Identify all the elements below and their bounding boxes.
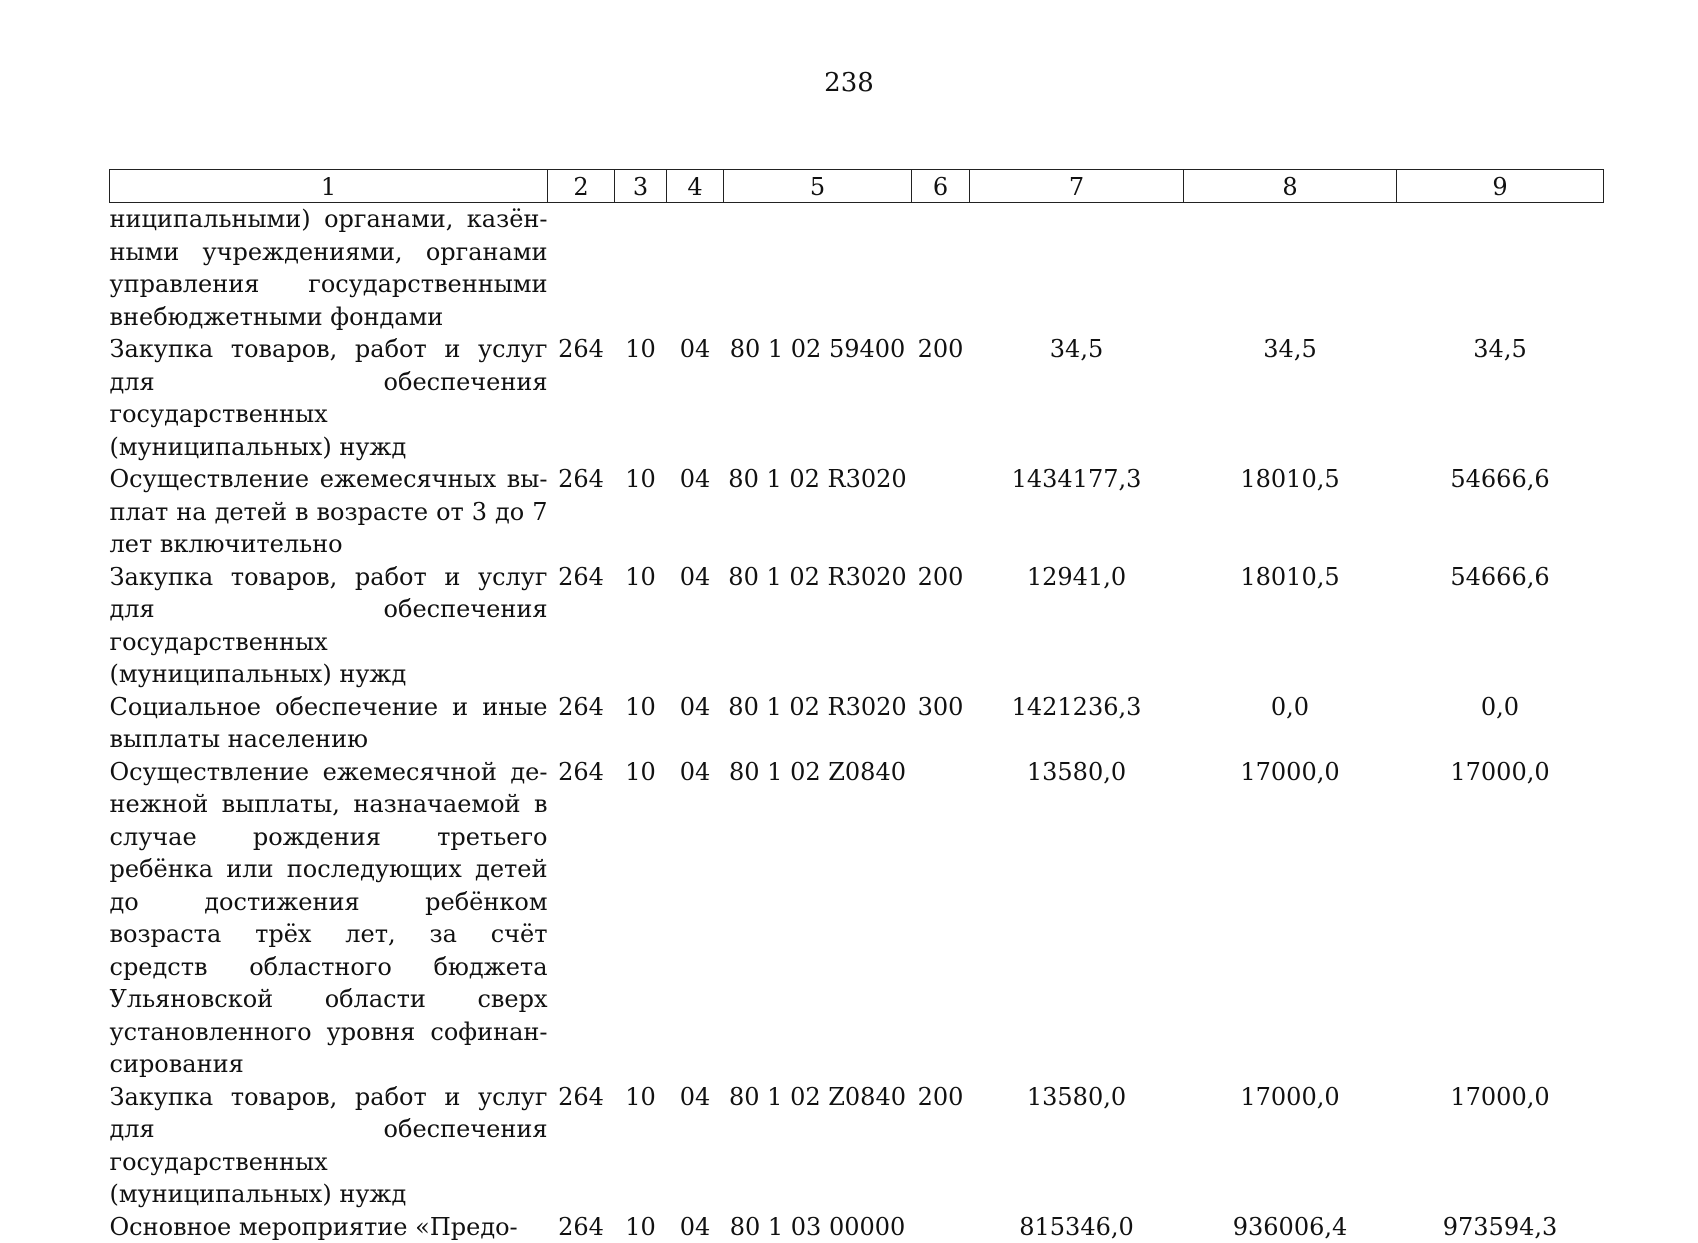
cell-col-6: 200 [912,1081,970,1211]
cell-col-6: 200 [912,333,970,463]
cell-col-5: 80 1 02 Z0840 [724,1081,912,1211]
cell-col-8 [1184,203,1397,334]
row-name: Закупка товаров, работ и услуг для обеспечения государственных (муниципальных) нужд [110,561,548,691]
cell-col-2: 264 [548,463,615,561]
cell-col-9: 973594,3 [1397,1211,1604,1243]
row-name: ниципальными) органами, казёнными учреждениями, органами управления государственными внебюджетными фондами [110,203,548,334]
cell-col-7: 1421236,3 [970,691,1184,756]
page-number: 238 [0,68,1698,98]
table-row [110,561,1604,691]
cell-col-2 [548,203,615,334]
row-name: Закупка товаров, работ и услуг для обеспечения государственных (муниципальных) нужд [110,1081,548,1211]
cell-col-3: 10 [615,1081,667,1211]
cell-col-3: 10 [615,333,667,463]
cell-col-8: 17000,0 [1184,1081,1397,1211]
cell-col-7: 34,5 [970,333,1184,463]
column-header-9: 9 [1397,170,1604,203]
cell-col-3: 10 [615,561,667,691]
cell-col-4: 04 [667,756,724,1081]
cell-col-9: 54666,6 [1397,463,1604,561]
column-header-7: 7 [970,170,1184,203]
row-name: Основное мероприятие «Предо- [110,1211,548,1243]
cell-col-4 [667,203,724,334]
budget-table [109,169,1604,1243]
cell-col-7 [970,203,1184,334]
cell-col-9: 54666,6 [1397,561,1604,691]
cell-col-8: 18010,5 [1184,463,1397,561]
cell-col-8: 34,5 [1184,333,1397,463]
table-body [110,203,1604,1243]
cell-col-2: 264 [548,561,615,691]
cell-col-8: 17000,0 [1184,756,1397,1081]
cell-col-4: 04 [667,1081,724,1211]
table-row [110,203,1604,334]
cell-col-3: 10 [615,463,667,561]
table-row [110,691,1604,756]
cell-col-4: 04 [667,463,724,561]
cell-col-2: 264 [548,691,615,756]
row-name: Осуществление ежемесячных выплат на детей в возрасте от 3 до 7 лет включительно [110,463,548,561]
cell-col-9: 0,0 [1397,691,1604,756]
cell-col-4: 04 [667,333,724,463]
cell-col-9: 17000,0 [1397,1081,1604,1211]
row-name: Закупка товаров, работ и услуг для обеспечения государственных (муниципальных) нужд [110,333,548,463]
cell-col-3: 10 [615,1211,667,1243]
table-row [110,1211,1604,1243]
cell-col-5: 80 1 02 Z0840 [724,756,912,1081]
row-name: Осуществление ежемесячной денежной выплаты, назначаемой в случае рождения третьего ребёнка или последующих детей до достижения ребёнком возраста трёх лет, за счёт средств областного бюджета Ульяновской области сверх установленного уровня софинансирования [110,756,548,1081]
cell-col-2: 264 [548,1211,615,1243]
cell-col-7: 13580,0 [970,1081,1184,1211]
cell-col-5: 80 1 02 59400 [724,333,912,463]
cell-col-3: 10 [615,691,667,756]
table-row [110,333,1604,463]
row-name: Социальное обеспечение и иные выплаты населению [110,691,548,756]
cell-col-3: 10 [615,756,667,1081]
table-row [110,756,1604,1081]
cell-col-6 [912,1211,970,1243]
cell-col-9: 34,5 [1397,333,1604,463]
cell-col-6: 200 [912,561,970,691]
cell-col-2: 264 [548,333,615,463]
cell-col-7: 12941,0 [970,561,1184,691]
column-header-6: 6 [912,170,970,203]
cell-col-6: 300 [912,691,970,756]
cell-col-9 [1397,203,1604,334]
column-header-2: 2 [548,170,615,203]
table-header-row [110,170,1604,203]
cell-col-5: 80 1 02 R3020 [724,463,912,561]
table-row [110,1081,1604,1211]
cell-col-5: 80 1 03 00000 [724,1211,912,1243]
column-header-3: 3 [615,170,667,203]
column-header-8: 8 [1184,170,1397,203]
cell-col-8: 18010,5 [1184,561,1397,691]
cell-col-3 [615,203,667,334]
cell-col-5 [724,203,912,334]
cell-col-6 [912,756,970,1081]
column-header-1: 1 [110,170,548,203]
cell-col-6 [912,203,970,334]
cell-col-2: 264 [548,1081,615,1211]
cell-col-4: 04 [667,1211,724,1243]
table-row [110,463,1604,561]
column-header-4: 4 [667,170,724,203]
column-header-5: 5 [724,170,912,203]
cell-col-7: 1434177,3 [970,463,1184,561]
cell-col-8: 0,0 [1184,691,1397,756]
cell-col-8: 936006,4 [1184,1211,1397,1243]
cell-col-9: 17000,0 [1397,756,1604,1081]
cell-col-7: 13580,0 [970,756,1184,1081]
cell-col-5: 80 1 02 R3020 [724,691,912,756]
cell-col-4: 04 [667,691,724,756]
cell-col-5: 80 1 02 R3020 [724,561,912,691]
cell-col-2: 264 [548,756,615,1081]
cell-col-6 [912,463,970,561]
cell-col-4: 04 [667,561,724,691]
cell-col-7: 815346,0 [970,1211,1184,1243]
